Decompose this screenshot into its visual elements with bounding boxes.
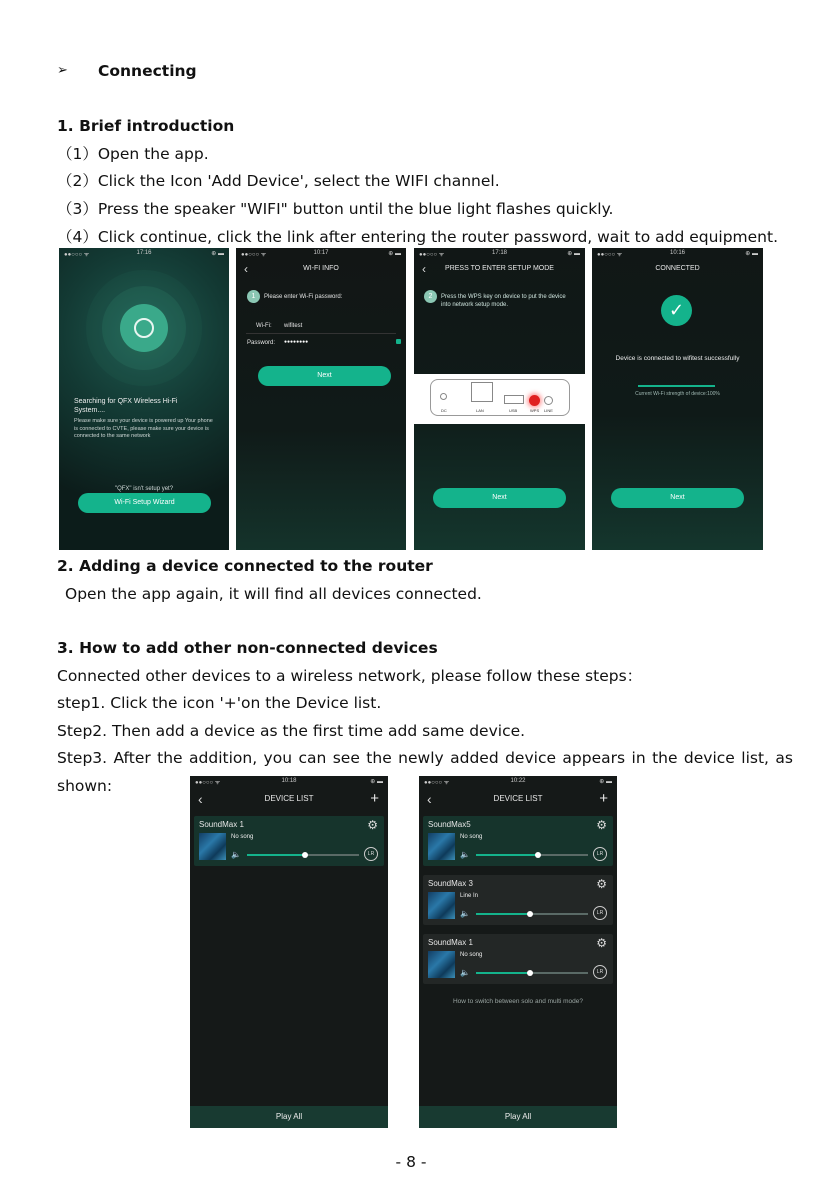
solo-multi-help-link[interactable]: How to switch between solo and multi mode? (452, 998, 584, 1005)
lr-button[interactable]: LR (593, 965, 607, 979)
nav-bar: CONNECTED (655, 265, 700, 272)
speaker-icon: 🔈 (460, 968, 470, 977)
strength-text: Current Wi-Fi strength of device:100% (635, 391, 720, 397)
lr-button[interactable]: LR (364, 847, 378, 861)
back-icon[interactable]: ‹ (422, 262, 426, 276)
song-title: No song (460, 952, 483, 958)
status-bar: ●●○○○ ᯤ 10:17 ⊕ ▬ (241, 250, 401, 258)
status-bar: ●●○○○ ᯤ 10:16 ⊕ ▬ (597, 250, 758, 258)
play-all-bar[interactable]: Play All (190, 1106, 388, 1128)
device-card[interactable] (423, 816, 613, 866)
heading-bullet: ➢ (57, 63, 68, 78)
not-setup-text: "QFX" isn't setup yet? (114, 486, 174, 492)
volume-fill (476, 913, 530, 915)
next-button[interactable]: Next (611, 488, 744, 508)
speaker-logo-icon (120, 304, 168, 352)
heading-title: Connecting (98, 62, 197, 80)
password-label: Password: (247, 340, 276, 346)
wifi-label: Wi-Fi: (256, 323, 272, 329)
status-bar: ●●○○○ ᯤ 17:18 ⊕ ▬ (419, 250, 580, 258)
device-card[interactable] (423, 875, 613, 925)
volume-knob[interactable] (527, 970, 533, 976)
volume-slider[interactable] (476, 913, 588, 915)
device-name: SoundMax 1 (199, 820, 244, 829)
port-label: DC (441, 408, 447, 413)
screenshot-searching (59, 248, 229, 550)
section1-step: （2）Click the Icon 'Add Device', select the WIFI channel. (57, 172, 500, 190)
wifi-setup-wizard-button[interactable]: Wi-Fi Setup Wizard (78, 493, 211, 513)
section1-step: （3）Press the speaker "WIFI" button until the blue light flashes quickly. (57, 200, 614, 218)
section1-step: （1）Open the app. (57, 145, 209, 163)
device-name: SoundMax 3 (428, 879, 473, 888)
section3-title: 3. How to add other non-connected devices (57, 639, 438, 657)
device-card[interactable] (423, 934, 613, 984)
volume-slider[interactable] (247, 854, 359, 856)
song-title: No song (460, 834, 483, 840)
device-card[interactable] (194, 816, 384, 866)
status-bar: ●●○○○ ᯤ 10:22 ⊕ ▬ (424, 778, 612, 786)
next-button[interactable]: Next (433, 488, 566, 508)
page-number: - 8 - (395, 1153, 427, 1171)
wps-button-icon (529, 395, 540, 406)
gear-icon[interactable]: ⚙ (596, 877, 607, 891)
nav-bar: ‹ DEVICE LIST + (190, 788, 388, 810)
lr-button[interactable]: LR (593, 847, 607, 861)
section3-line: step1. Click the icon '+'on the Device list. (57, 694, 382, 712)
screenshot-connected (592, 248, 763, 550)
speaker-icon: 🔈 (460, 909, 470, 918)
volume-slider[interactable] (476, 854, 588, 856)
back-icon[interactable]: ‹ (198, 791, 203, 807)
lr-button[interactable]: LR (593, 906, 607, 920)
setup-instruction: Press the WPS key on device to put the device into network setup mode. (441, 294, 566, 308)
back-icon[interactable]: ‹ (244, 262, 248, 276)
screenshot-wifi-info (236, 248, 406, 550)
step-badge: 2 (424, 290, 437, 303)
section3-line: Connected other devices to a wireless network, please follow these steps： (57, 667, 643, 685)
back-icon[interactable]: ‹ (427, 791, 432, 807)
album-art (428, 892, 455, 919)
volume-knob[interactable] (302, 852, 308, 858)
volume-fill (476, 854, 538, 856)
screenshot-setup-mode (414, 248, 585, 550)
nav-bar: ‹ DEVICE LIST + (419, 788, 617, 810)
section3-line: shown: (57, 777, 113, 795)
port-label: LAN (476, 408, 484, 413)
nav-bar: ‹ PRESS TO ENTER SETUP MODE (422, 262, 554, 276)
strength-bar (638, 385, 715, 387)
port-label: WPS (530, 408, 540, 413)
section3-line: Step3. After the addition, you can see the newly added device appears in the device list, as (57, 749, 793, 767)
wifi-value: wifitest (284, 323, 303, 329)
device-name: SoundMax5 (428, 820, 471, 829)
add-device-icon[interactable]: + (370, 790, 379, 807)
gear-icon[interactable]: ⚙ (596, 818, 607, 832)
album-art (428, 833, 455, 860)
connected-message: Device is connected to wifitest successfully (615, 355, 740, 362)
device-name: SoundMax 1 (428, 938, 473, 947)
volume-knob[interactable] (527, 911, 533, 917)
song-title: No song (231, 834, 254, 840)
port-label: USB (509, 408, 518, 413)
divider (246, 333, 396, 334)
password-field[interactable]: ●●●●●●●● (284, 339, 309, 345)
play-all-bar[interactable]: Play All (419, 1106, 617, 1128)
volume-fill (247, 854, 305, 856)
step-badge: 1 (247, 290, 260, 303)
status-bar: ●●○○○ ᯤ 10:18 ⊕ ▬ (195, 778, 383, 786)
status-bar: ●●○○○ ᯤ 17:16 ⊕ ▬ (64, 250, 224, 258)
searching-text: Searching for QFX Wireless Hi-Fi System.... (74, 398, 178, 414)
nav-bar: ‹ WI-FI INFO (244, 262, 339, 276)
gear-icon[interactable]: ⚙ (367, 818, 378, 832)
add-device-icon[interactable]: + (599, 790, 608, 807)
port-label: LINE (544, 408, 553, 413)
success-check-icon: ✓ (661, 295, 692, 326)
password-prompt: Please enter Wi-Fi password: (264, 294, 343, 300)
screenshot-device-list-single (190, 776, 388, 1128)
speaker-icon: 🔈 (460, 850, 470, 859)
song-title: Line In (460, 893, 479, 899)
section1-step: （4）Click continue, click the link after entering the router password, wait to add equipment. (57, 228, 779, 246)
section2-title: 2. Adding a device connected to the router (57, 557, 433, 575)
volume-fill (476, 972, 530, 974)
next-button[interactable]: Next (258, 366, 391, 386)
searching-hint: Please make sure your device is powered up Your phone is connected to CVTE, please make sure your device is connected to the same network (74, 418, 213, 439)
volume-slider[interactable] (476, 972, 588, 974)
speaker-icon: 🔈 (231, 850, 241, 859)
section1-title: 1. Brief introduction (57, 117, 235, 135)
screenshot-device-list-multi (419, 776, 617, 1128)
volume-knob[interactable] (535, 852, 541, 858)
gear-icon[interactable]: ⚙ (596, 936, 607, 950)
device-panel-illustration (414, 374, 585, 424)
lock-icon (396, 339, 401, 344)
album-art (199, 833, 226, 860)
album-art (428, 951, 455, 978)
section3-line: Step2. Then add a device as the first time add same device. (57, 722, 526, 740)
section2-text: Open the app again, it will find all devices connected. (65, 585, 482, 603)
